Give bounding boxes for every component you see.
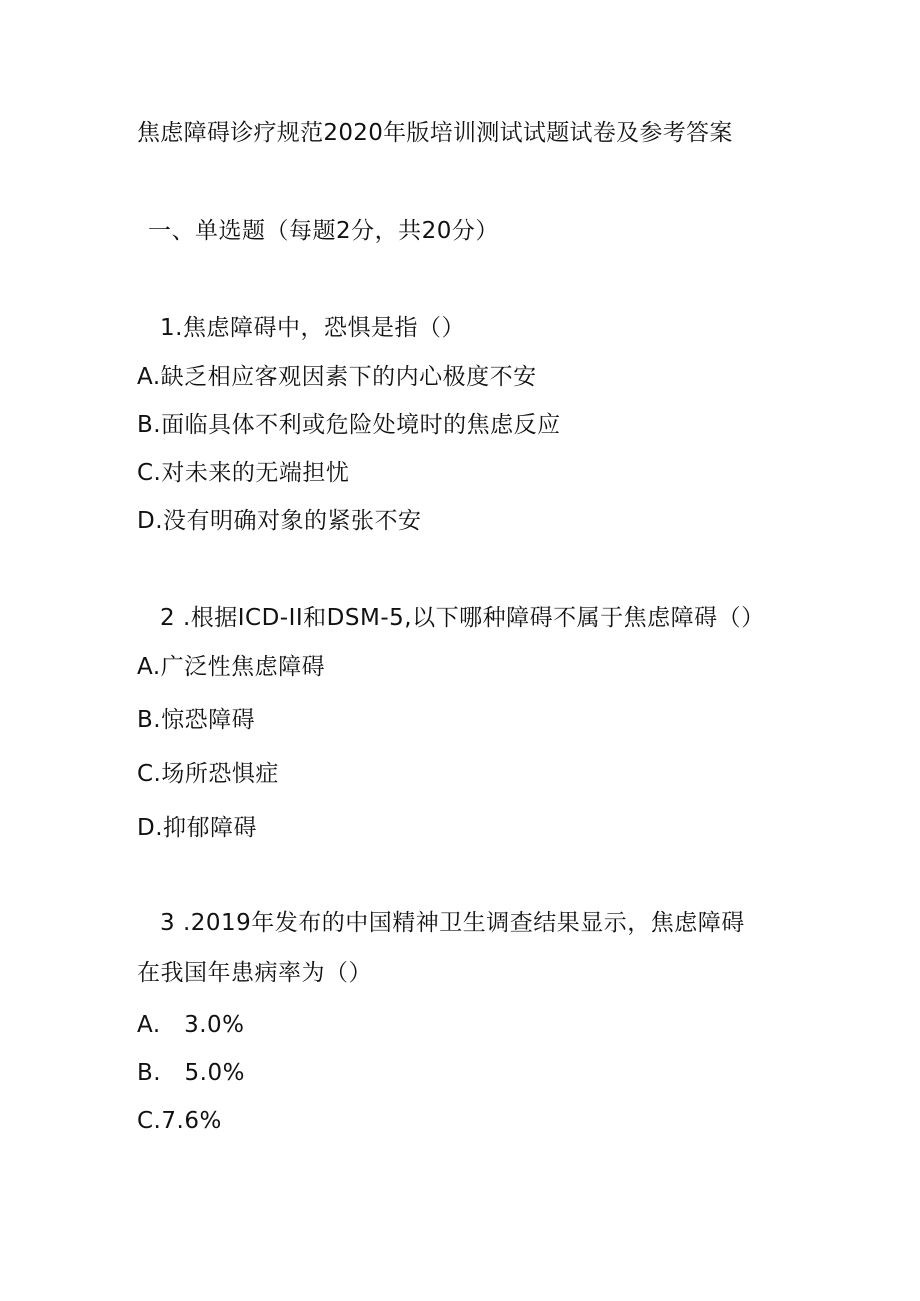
question-2-option-a: A.广泛性焦虑障碍 (137, 654, 326, 680)
question-3-option-a: A. 3.0% (137, 1012, 245, 1038)
question-1-option-c: C.对未来的无端担忧 (137, 460, 350, 486)
question-2-option-c: C.场所恐惧症 (137, 761, 279, 787)
question-3-stem: 3 .2019年发布的中国精神卫生调查结果显示，焦虑障碍 (160, 910, 745, 936)
question-1-option-b: B.面临具体不利或危险处境时的焦虑反应 (137, 412, 561, 438)
question-3-option-c: C.7.6% (137, 1108, 222, 1134)
question-2-option-b: B.惊恐障碍 (137, 707, 256, 733)
question-1-stem: 1.焦虑障碍中，恐惧是指（） (160, 315, 465, 341)
question-3-stem-continued: 在我国年患病率为（） (137, 960, 372, 986)
question-1-option-d: D.没有明确对象的紧张不安 (137, 508, 422, 534)
question-3-option-b: B. 5.0% (137, 1060, 245, 1086)
document-title: 焦虑障碍诊疗规范2020年版培训测试试题试卷及参考答案 (137, 120, 733, 146)
question-1-option-a: A.缺乏相应客观因素下的内心极度不安 (137, 364, 537, 390)
question-2-stem: 2 .根据ICD-II和DSM-5,以下哪种障碍不属于焦虑障碍（） (160, 605, 765, 631)
question-2-option-d: D.抑郁障碍 (137, 815, 258, 841)
section-heading: 一、单选题（每题2分，共20分） (148, 218, 499, 244)
